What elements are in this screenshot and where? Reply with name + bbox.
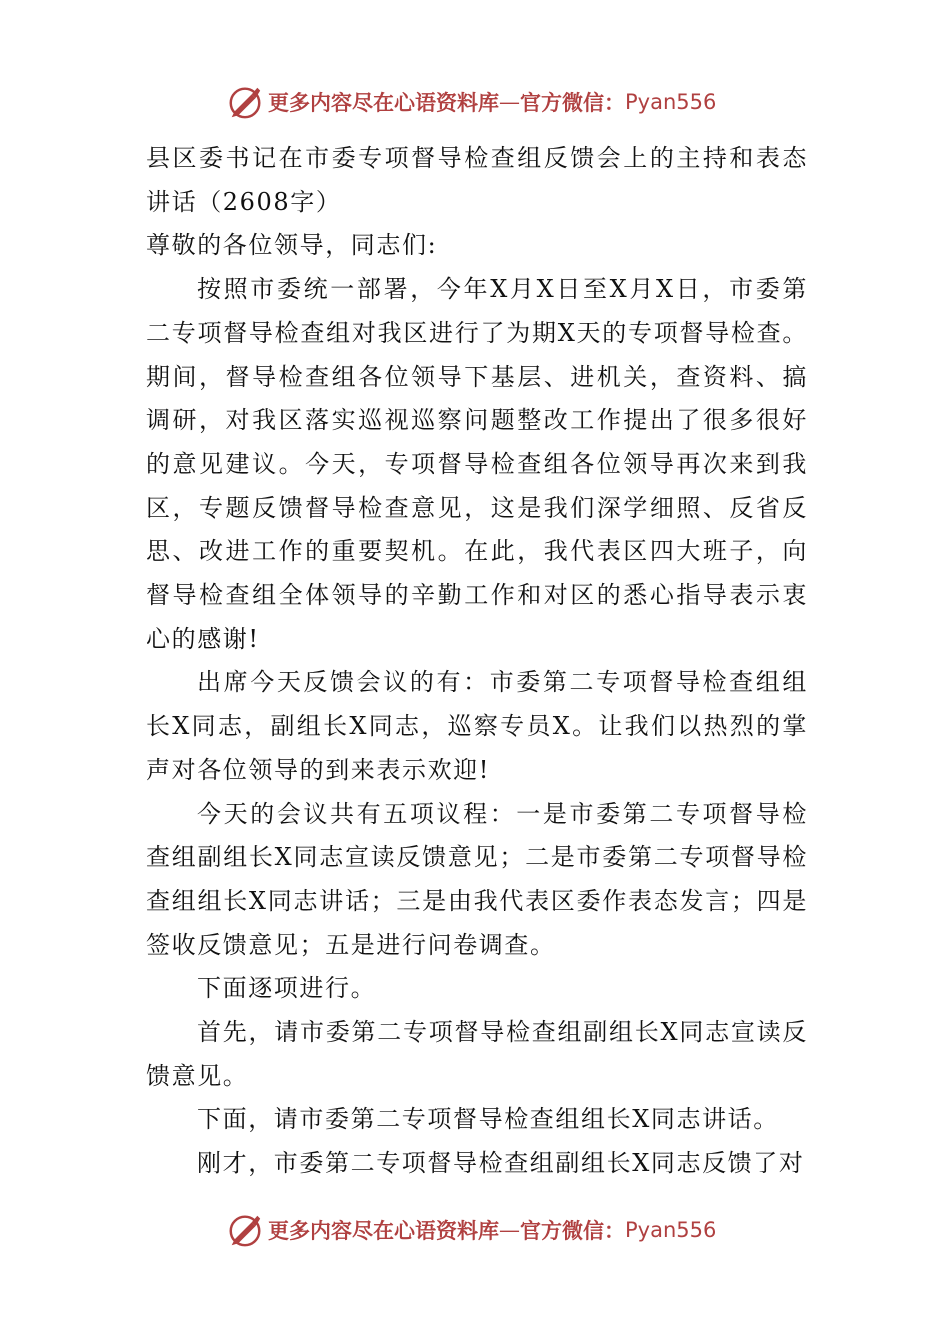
paragraph-opening: 按照市委统一部署，今年X月X日至X月X日，市委第二专项督导检查组对我区进行了为期X天的专项督导检查。期间，督导检查组各位领导下基层、进机关，查资料、搞调研，对我区落实巡视巡察问题整改工作提出了很多很好的意见建议。今天，专项督导检查组各位领导再次来到我区，专题反馈督导检查意见，这是我们深学细照、反省反思、改进工作的重要契机。在此，我代表区四大班子，向督导检查组全体领导的辛勤工作和对区的悉心指导表示衷心的感谢!	[146, 275, 808, 653]
document-title: 县区委书记在市委专项督导检查组反馈会上的主持和表态讲话（2608字）	[146, 144, 808, 216]
watermark-separator: —	[499, 1218, 520, 1242]
paragraph-attendees: 出席今天反馈会议的有：市委第二专项督导检查组组长X同志，副组长X同志，巡察专员X。让我们以热烈的掌声对各位领导的到来表示欢迎!	[146, 668, 808, 784]
pen-logo-icon	[226, 83, 264, 121]
watermark-banner-bottom	[226, 1210, 716, 1250]
paragraph-proceed: 下面逐项进行。	[197, 974, 377, 1003]
watermark-separator: —	[499, 90, 520, 114]
paragraph-first-item: 首先，请市委第二专项督导检查组副组长X同志宣读反馈意见。	[146, 1018, 808, 1090]
paragraph-agenda: 今天的会议共有五项议程：一是市委第二专项督导检查组副组长X同志宣读反馈意见；二是市委第二专项督导检查组组长X同志讲话；三是由我代表区委作表态发言；四是签收反馈意见；五是进行问卷调查。	[146, 799, 808, 959]
watermark-site-text: 更多内容尽在心语资料库	[268, 1218, 499, 1243]
watermark-label: 官方微信：	[520, 1218, 625, 1243]
watermark-site-text: 更多内容尽在心语资料库	[268, 90, 499, 115]
paragraph-continued: 刚才，市委第二专项督导检查组副组长X同志反馈了对	[197, 1149, 805, 1178]
watermark-account: Pyan556	[625, 90, 717, 114]
watermark-banner-top	[226, 82, 716, 122]
pen-logo-icon	[226, 1211, 264, 1249]
watermark-label: 官方微信：	[520, 90, 625, 115]
watermark-account: Pyan556	[625, 1218, 717, 1242]
salutation: 尊敬的各位领导，同志们:	[146, 231, 438, 260]
paragraph-second-item: 下面，请市委第二专项督导检查组组长X同志讲话。	[197, 1105, 779, 1134]
document-body	[146, 137, 808, 1186]
